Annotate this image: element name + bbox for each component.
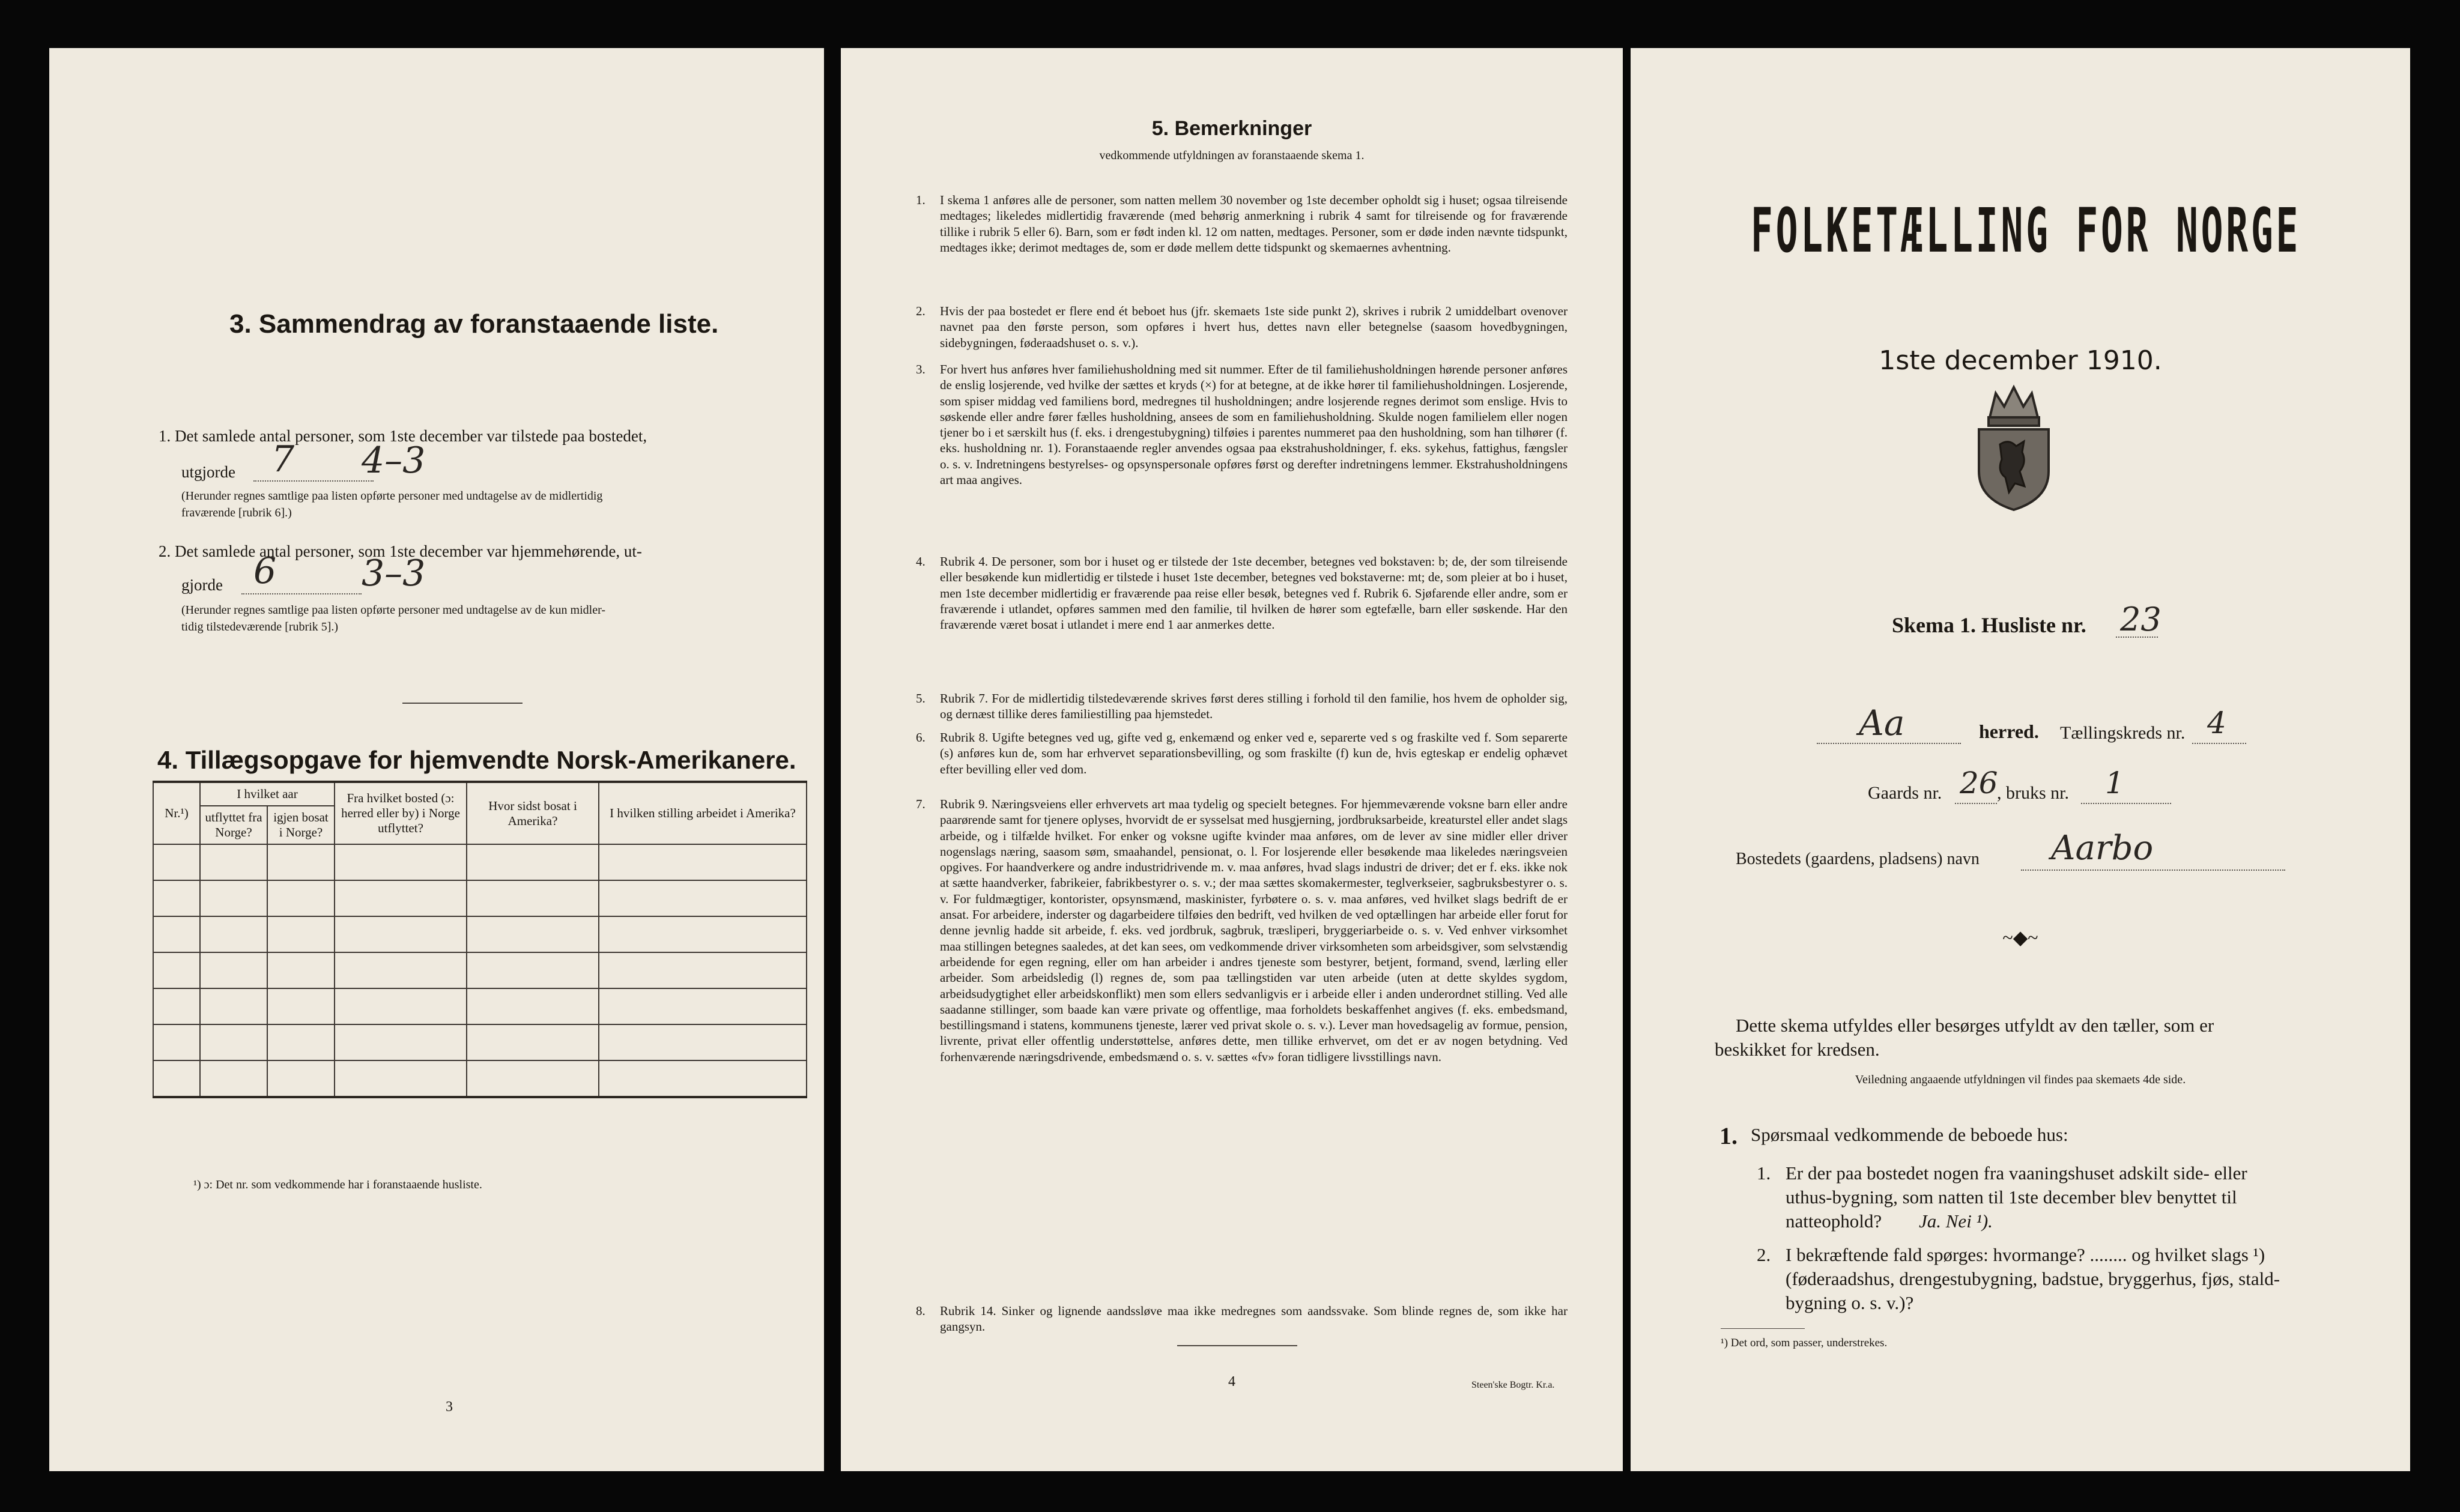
remark-item-8 xyxy=(916,1303,1568,1335)
page-number-4: 4 xyxy=(1228,1374,1235,1390)
remark-num: 2. xyxy=(916,304,926,318)
remark-text: Rubrik 7. For de midlertidig tilstedeværende skrives først deres stilling i forhold til den familie, hos hvem de opholder sig, og dernæst tillike deres familiestilling paa hjemstedet. xyxy=(940,691,1568,722)
remark-item-6 xyxy=(916,730,1568,777)
remark-item-3 xyxy=(916,361,1568,488)
herred-value: Aa xyxy=(1859,703,1905,743)
footnote-rule xyxy=(1721,1328,1805,1329)
herred-label: herred. xyxy=(1979,721,2039,742)
item1-dotted-line xyxy=(253,480,374,482)
remark-num: 8. xyxy=(916,1304,926,1318)
item1-note-1: (Herunder regnes samtlige paa listen opførte personer med undtagelse av de midlertidig xyxy=(181,489,603,503)
gaards-label: Gaards nr. xyxy=(1868,783,1942,803)
q1-line-3: natteophold? xyxy=(1786,1211,1882,1232)
item2-note-1: (Herunder regnes samtlige paa listen opførte personer med undtagelse av de kun midler- xyxy=(181,603,606,617)
table-row xyxy=(153,844,807,880)
table-row xyxy=(153,1060,807,1097)
col-from-where: Fra hvilket bosted (ɔ: herred eller by) i Norge utflyttet? xyxy=(335,782,467,844)
middle-page xyxy=(841,48,1623,1471)
q2-line-1: I bekræftende fald spørges: hvormange? ........ og hvilket slags ¹) xyxy=(1786,1244,2265,1265)
section4-title: 4. Tillægsopgave for hjemvendte Norsk-Amerikanere. xyxy=(157,746,796,774)
bruks-label: , bruks nr. xyxy=(1997,783,2069,803)
col-last-america: Hvor sidst bosat i Amerika? xyxy=(467,782,599,844)
remark-text: Rubrik 14. Sinker og lignende aandssløve maa ikke medregnes som aandssvake. Som blinde regnes de, som ikke har gangsyn. xyxy=(940,1304,1568,1334)
q2-line-2: (føderaadshus, drengestubygning, badstue, bryggerhus, fjøs, stald- xyxy=(1786,1268,2280,1289)
bruks-value: 1 xyxy=(2105,766,2124,800)
schema-label: Skema 1. Husliste nr. xyxy=(1892,613,2086,637)
remark-text: Rubrik 8. Ugifte betegnes ved ug, gifte ved g, enkemænd og enker ved e, separerte ved s og fraskilte ved f. Som separerte (s) anføres kun de, som har erhvervet separationsbevilling, og som fraskilte (f) kun de, hvis egteskap er endelig ophævet efter bevilling eller ved dom. xyxy=(940,730,1568,776)
page-number-3: 3 xyxy=(446,1399,453,1415)
instruction-note: Veiledning angaaende utfyldningen vil findes paa skemaets 4de side. xyxy=(1855,1073,2186,1086)
krets-value: 4 xyxy=(2207,706,2226,740)
remarks-subtitle: vedkommende utfyldningen av foranstaaende skema 1. xyxy=(1099,149,1365,162)
item1-note-2: fraværende [rubrik 6].) xyxy=(181,506,292,519)
remark-num: 4. xyxy=(916,554,926,569)
section3-item1-label: utgjorde xyxy=(181,463,235,481)
krets-label: Tællingskreds nr. xyxy=(2060,723,2186,743)
q1-line-2: uthus-bygning, som natten til 1ste december blev benyttet til xyxy=(1786,1187,2237,1208)
q1-answer: Ja. Nei ¹). xyxy=(1919,1211,1993,1232)
right-page xyxy=(1631,48,2410,1471)
remarks-title: 5. Bemerkninger xyxy=(1151,117,1312,140)
col-returned: igjen bosat i Norge? xyxy=(267,806,335,844)
gaards-value: 26 xyxy=(1960,766,1998,800)
section3-item1-text: 1. Det samlede antal personer, som 1ste december var tilstede paa bostedet, xyxy=(159,427,647,445)
bruks-line xyxy=(2081,803,2171,804)
gaards-line xyxy=(1955,803,1997,804)
instruction-line-1: Dette skema utfyldes eller besørges utfyldt av den tæller, som er xyxy=(1736,1015,2214,1036)
item2-dotted-line xyxy=(241,593,362,594)
remark-num: 1. xyxy=(916,193,926,207)
remark-text: For hvert hus anføres hver familiehusholdning med sit nummer. Efter de til familiehusholdningen hørende personer anføres de enslig losjerende, ved hvilke der sættes et kryds (×) for at betegne, at de ikke hører til familiehusholdningen. Losjerende, som spiser middag ved familiens bord, medregnes til husholdningen; andre losjerende regnes derimot som enslige. Hvis to søskende eller andre fører fælles husholdning, ansees de som en familiehusholdning. Skulde nogen familielem eller nogen tjener bo i et særskilt hus (f. eks. i drengestubygning) tilføies i parentes nummeret paa den husholdning, som han tilhører (f. eks. husholdning nr. 1). Foranstaaende regler anvendes ogsaa paa ekstrahusholdninger, f. eks. sykehus, fattighus, fængsler o. s. v. Indretningens bestyrelses- og opsynspersonale opføres først og derefter indretningens lemmer. Ekstrahusholdningens art maa angives. xyxy=(940,362,1568,488)
table-row xyxy=(153,952,807,988)
col-nr: Nr.¹) xyxy=(153,782,200,844)
col-emigrated: utflyttet fra Norge? xyxy=(200,806,267,844)
col-occupation: I hvilken stilling arbeidet i Amerika? xyxy=(599,782,807,844)
remark-num: 3. xyxy=(916,362,926,376)
right-footnote: ¹) Det ord, som passer, understrekes. xyxy=(1721,1337,1888,1349)
remarks-end-rule xyxy=(1177,1345,1297,1346)
remark-text: Rubrik 9. Næringsveiens eller erhvervets art maa tydelig og specielt betegnes. For hjemmeværende voksne barn eller andre paarørende samt for tjenere oplyses, hvorvidt de er sysselsat med husgjerning, jordbruksarbeide, kreaturstel eller andet slags arbeide, og i tilfælde hvilket. For enker og voksne ugifte kvinder maa anføres, om de lever av sine midler eller driver nogenslags næring, saasom søm, smaahandel, pensionat, o. l. For losjerende eller besøkende maa likeledes næringsveien opgives. For haandverkere og andre industridrivende m. v. maa anføres, hvad slags industri de driver; det er f. eks. ikke nok at sætte haandverker, fabrikeier, fabrikbestyrer o. s. v.; der maa sættes skomakermester, teglverkseier, sagbruksbestyrer o. s. v. For fuldmægtiger, kontorister, opsynsmænd, maskinister, fyrbøtere o. s. v. maa anføres, ved hvilket slags bedrift de er ansat. For arbeidere, inderster og dagarbeidere tilføies den bedrift, ved hvilken de ved optællingen har arbeide eller forut for denne jevnlig hadde sit arbeide, f. eks. ved jordbruk, sagbruk, træsliperi, bryggeriarbeide o. s. v. Ved enhver virksomhet maa stillingen betegnes saaledes, at det kan sees, om vedkommende driver virksomheten som arbeidsgiver, som selvstændig arbeidende for egen regning, eller om han arbeider i andres tjeneste som bestyrer, betjent, formand, svend, lærling eller arbeider. Som arbeidsledig (l) regnes de, som paa tællingstiden var uten arbeide (uten at dette skyldes sygdom, arbeidsudygtighet eller arbeidskonflikt) men som ellers sedvanligvis er i arbeide eller i anden underordnet stilling. Ved alle saadanne stillinger, som baade kan være private og offentlige, maa forholdets beskaffenhet angives (f. eks. embedsmand, bestillingsmand i statens, kommunens tjeneste, lærer ved privat skole o. s. v.). Lever man hovedsagelig av formue, pension, livrente, privat eller offentlig understøttelse, anføres dette, men tillike erhvervet, om det er av nogen betydning. Ved forhenværende næringsdrivende, embedsmænd o. s. v. sættes «fv» foran tidligere livsstillings navn. xyxy=(940,797,1568,1064)
printer-imprint: Steen'ske Bogtr. Kr.a. xyxy=(1471,1380,1555,1390)
section-divider xyxy=(402,703,523,704)
item1-value: 7 xyxy=(271,438,295,480)
group-header-year: I hvilket aar xyxy=(200,782,335,806)
remark-item-4 xyxy=(916,554,1568,632)
q1-line-1: Er der paa bostedet nogen fra vaaningshuset adskilt side- eller xyxy=(1786,1163,2247,1184)
instruction-line-2: beskikket for kredsen. xyxy=(1715,1039,1880,1060)
q1-num: 1. xyxy=(1757,1163,1771,1184)
census-date: 1ste december 1910. xyxy=(1879,345,2162,376)
section3-item2-text: 2. Det samlede antal personer, som 1ste december var hjemmehørende, ut- xyxy=(159,542,642,560)
remark-item-7 xyxy=(916,796,1568,1065)
table-row xyxy=(153,988,807,1024)
question-heading: Spørsmaal vedkommende de beboede hus: xyxy=(1751,1124,2068,1145)
norsk-amerikanere-table xyxy=(153,781,807,1098)
table-row xyxy=(153,880,807,916)
remark-num: 7. xyxy=(916,797,926,811)
remark-text: Hvis der paa bostedet er flere end ét beboet hus (jfr. skemaets 1ste side punkt 2), skrives i rubrik 2 umiddelbart ovenover navnet paa den første person, som opføres i hvert hus, dettes navn eller betegnelse (saasom hovedbygningen, sidebygningen, føderaadshuset o. s. v.). xyxy=(940,304,1568,350)
remark-item-1 xyxy=(916,192,1568,255)
bosted-line xyxy=(2021,869,2285,871)
question-num: 1. xyxy=(1719,1122,1737,1149)
left-page xyxy=(49,48,824,1471)
item2-note-2: tidig tilstedeværende [rubrik 5].) xyxy=(181,620,339,634)
q2-line-3: bygning o. s. v.)? xyxy=(1786,1292,1914,1313)
ornament: ~◆~ xyxy=(2002,927,2038,948)
remark-num: 5. xyxy=(916,691,926,706)
section3-item2-label: gjorde xyxy=(181,576,223,594)
krets-line xyxy=(2192,743,2246,744)
item1-extra: 4–3 xyxy=(362,440,426,482)
remark-num: 6. xyxy=(916,730,926,745)
census-title: FOLKETÆLLING FOR NORGE xyxy=(1751,195,2301,267)
item2-extra: 3–3 xyxy=(362,552,426,594)
remark-text: I skema 1 anføres alle de personer, som natten mellem 30 november og 1ste december opholdt sig i huset; ogsaa tilreisende medtages; likeledes midlertidig fraværende (med behørig anmerkning i rubrik 4 samt for tilreisende og for fraværende tillike i rubrik 5 eller 6). Barn, som er født inden kl. 12 om natten, medtages. Personer, som er døde inden nævnte tidspunkt, medtages ikke; derimot medtages de, som er døde mellem dette tidspunkt og skemaernes avhentning. xyxy=(940,193,1568,255)
section4-footnote: ¹) ɔ: Det nr. som vedkommende har i foranstaaende husliste. xyxy=(193,1178,482,1191)
remark-item-2 xyxy=(916,303,1568,351)
remark-item-5 xyxy=(916,691,1568,722)
bosted-value: Aarbo xyxy=(2051,829,2154,868)
q2-num: 2. xyxy=(1757,1244,1771,1265)
table-row xyxy=(153,916,807,952)
item2-value: 6 xyxy=(253,550,277,592)
coat-of-arms-icon xyxy=(1967,381,2061,513)
table-row xyxy=(153,1024,807,1060)
section3-title: 3. Sammendrag av foranstaaende liste. xyxy=(229,309,719,339)
remark-text: Rubrik 4. De personer, som bor i huset og er tilstede der 1ste december, betegnes ved bokstaven: b; de, der som tilreisende eller besøkende kun midlertidig er tilstede i huset 1ste december, betegnes ved bokstaverne: mt; de, som pleier at bo i huset, men 1ste december midlertidig er fraværende paa reise eller besøk, betegnes ved f. Rubrik 6. Sjøfarende eller andre, som er fraværende i utlandet, opføres sammen med den familie, til hvilken de hører som egtefælle, barn eller søskende. Har den fraværende været bosat i utlandet i mere end 1 aar anmerkes dette. xyxy=(940,554,1568,632)
bosted-label: Bostedets (gaardens, pladsens) navn xyxy=(1736,850,1980,868)
schema-number: 23 xyxy=(2120,600,2162,638)
